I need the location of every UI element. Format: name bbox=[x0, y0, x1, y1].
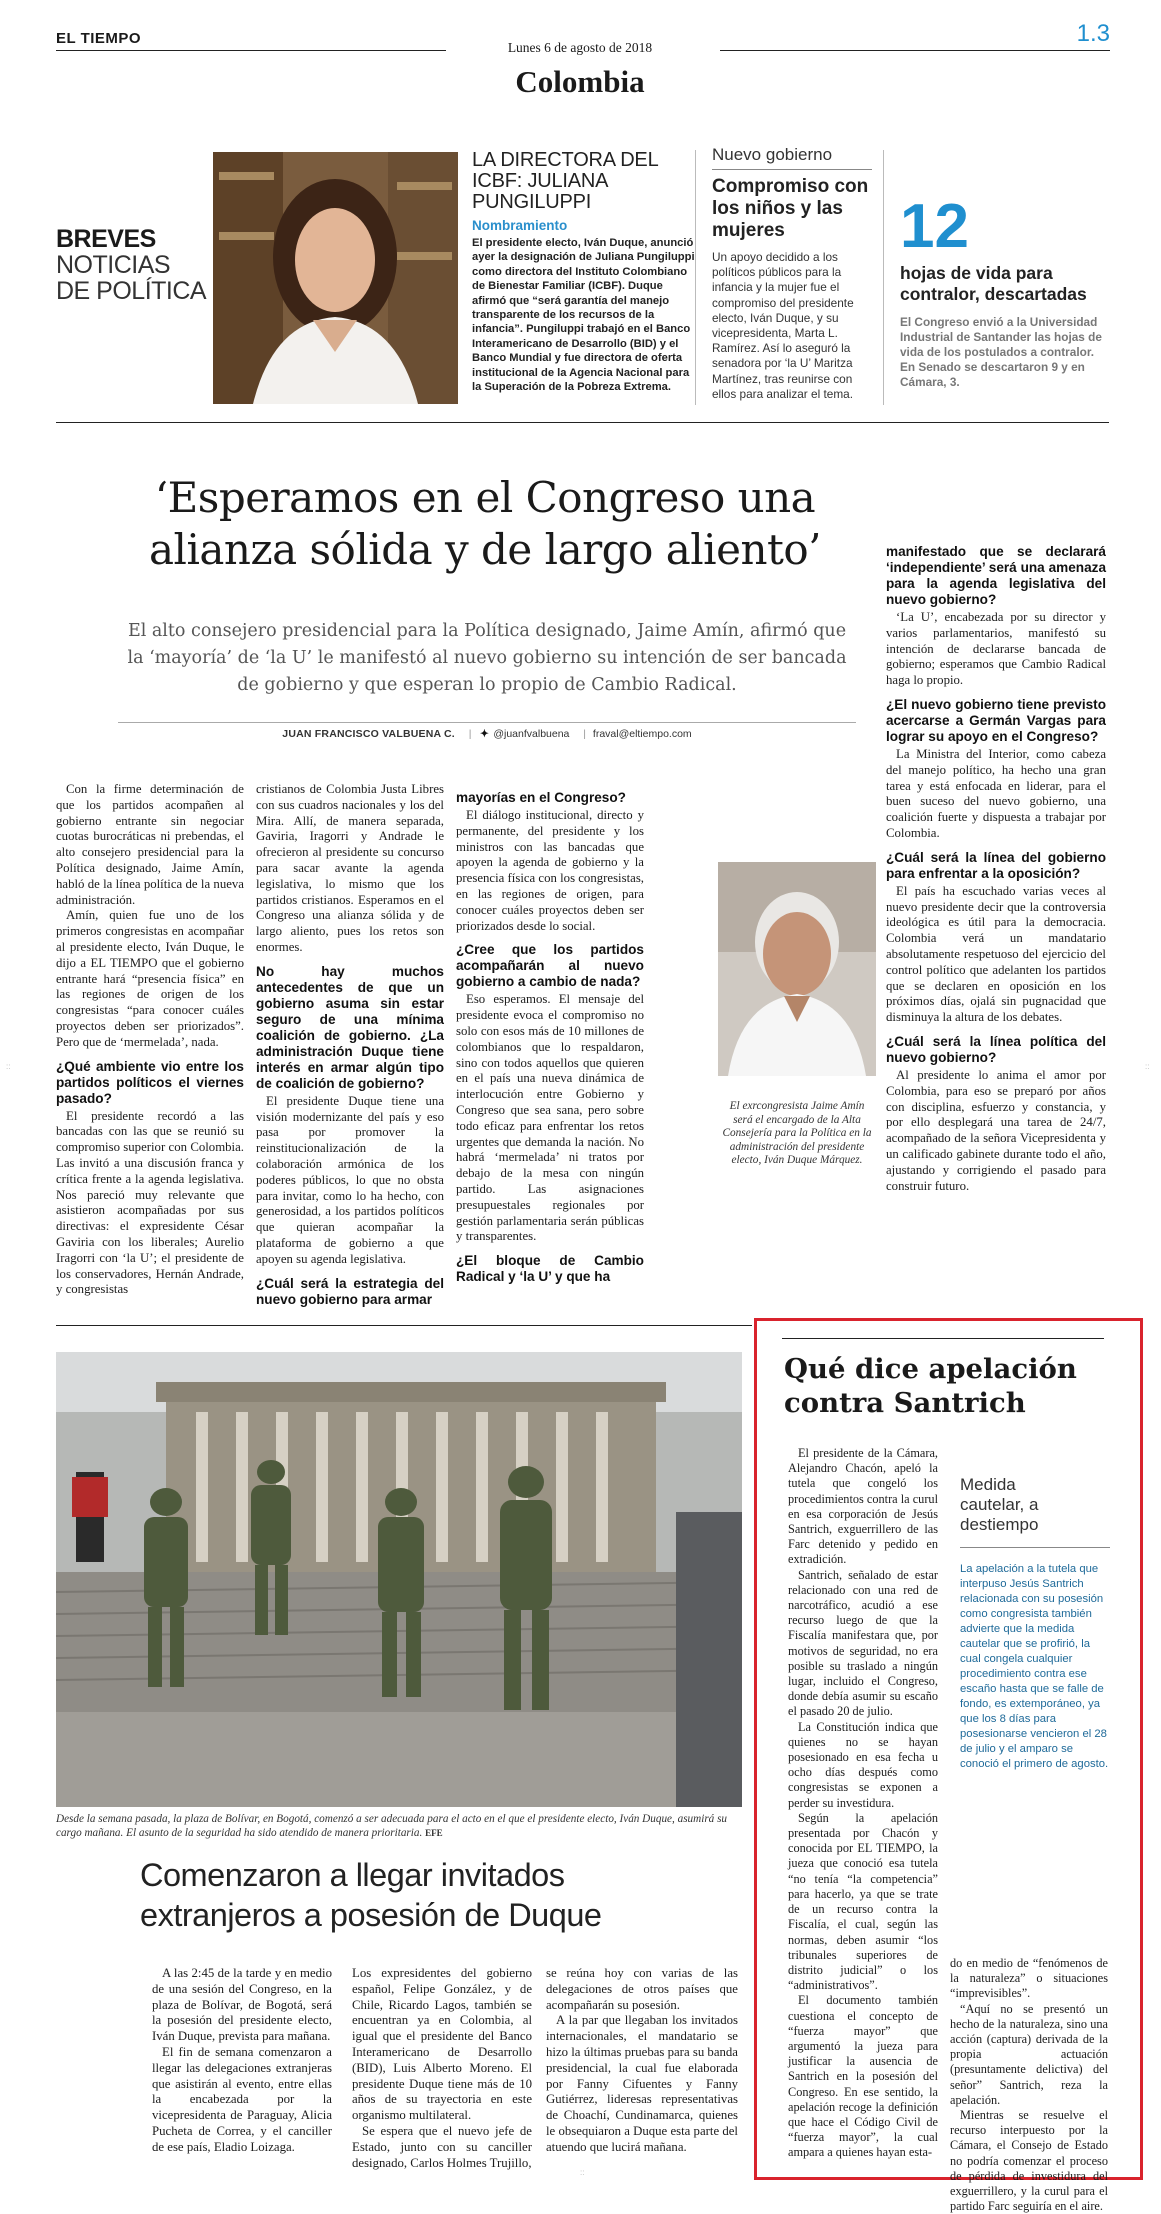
question-heading: manifestado que se declarará ‘independiente’ será una amenaza para la agenda legislativa del nuevo gobierno? bbox=[886, 544, 1106, 607]
breve-nuevo-gobierno-kicker: Nuevo gobierno bbox=[712, 145, 833, 164]
body-paragraph: El presidente de la Cámara, Alejandro Chacón, apeló la tutela que congeló los procedimientos contra la curul en esa corporación de Jesús Santrich, exguerrillero de las Farc detenido y pedido en extradición. bbox=[788, 1446, 938, 1567]
pungiluppi-photo bbox=[213, 152, 458, 404]
guests-col-2 bbox=[352, 1966, 532, 2170]
section-title: Colombia bbox=[515, 64, 645, 99]
body-paragraph: Mientras se resuelve el recurso interpuesto por la Cámara, el Consejo de Estado no podría comenzar el proceso de pérdida de investidura del exguerrillero, y la curul para el partido Farc seguiría en el aire. bbox=[950, 2108, 1108, 2214]
body-paragraph: do en medio de “fenómenos de la naturaleza” o situaciones “imprevisibles”. bbox=[950, 1956, 1108, 2001]
plaza-bolivar-photo bbox=[56, 1352, 742, 1807]
santrich-col-2 bbox=[950, 1956, 1108, 2214]
byline bbox=[118, 728, 856, 740]
body-paragraph: Con la firme determinación de que los partidos acompañen al gobierno entrante sin negociar cuotas burocráticas ni prebendas, el alto consejero presidencial para la Política designado, Jaime Amín, habló de la línea política de la nueva administración. bbox=[56, 782, 244, 907]
body-paragraph: El fin de semana comenzaron a llegar las delegaciones extranjeras que asistirán al evento, entre ellas la encabezada por la vicepresidenta de Paraguay, Alicia Pucheta de Correa, y el canciller de ese país, Eladio Loizaga. bbox=[152, 2044, 332, 2154]
body-paragraph: Según la apelación presentada por Chacón y conocida por EL TIEMPO, la jueza que conoció esa tutela “no tenía “la competencia” para hacerlo, ya que se trate de un recurso contra la Fiscalía, el cual, según las normas, deben asumir “los tribunales superiores de distrito judicial” o los “administrativos”. bbox=[788, 1810, 938, 1993]
breve-contralor-number: 12 bbox=[900, 192, 969, 261]
body-paragraph: El documento también cuestiona el concepto de “fuerza mayor” que argumentó la jueza para justificar la ausencia de Santrich en la posesión del Congreso. En ese sentido, la apelación recoge la definición que hace el Código Civil de “fuerza mayor”, la cual ampara a quienes hayan esta- bbox=[788, 1993, 938, 2160]
body-paragraph: La Constitución indica que quienes no se hayan posesionado en esa fecha u ocho días después como congresistas se exponen a perder su investidura. bbox=[788, 1719, 938, 1810]
main-headline bbox=[100, 472, 870, 576]
body-paragraph: Amín, quien fue uno de los primeros congresistas en acompañar al presidente electo, Iván Duque, le dijo a EL TIEMPO que el gobierno entrante hará “presencia física” en las regiones de origen de los congresistas “para conocer cuáles proyectos deben ser priorizados”. Pero que de ‘mermelada’, nada. bbox=[56, 908, 244, 1049]
body-paragraph: La Ministra del Interior, como cabeza del manejo político, ha hecho una gran tarea y está enfocada en liderar, para el buen suceso del nuevo gobierno, una coalición fuerte y dispuesta a trabajar por Colombia. bbox=[886, 746, 1106, 840]
main-col-2 bbox=[256, 782, 444, 1307]
body-paragraph: A las 2:45 de la tarde y en medio de una sesión del Congreso, en la plaza de Bolívar, de Bogotá, será la posesión del presidente electo, Iván Duque, prevista para mañana. bbox=[152, 1966, 332, 2044]
byline-author: JUAN FRANCISCO VALBUENA C. bbox=[282, 728, 455, 740]
guests-headline bbox=[140, 1855, 740, 1935]
question-heading: ¿Qué ambiente vio entre los partidos políticos el viernes pasado? bbox=[56, 1058, 244, 1106]
paper-name: EL TIEMPO bbox=[56, 30, 142, 47]
main-col-5 bbox=[886, 536, 1106, 1304]
body-paragraph: El presidente recordó a las bancadas con las que se reunió su compromiso superior con Colombia. Las invitó a una discusión franca y crítica frente a la agenda legislativa. Nos pareció muy relevante que asistieron acompañadas por sus directivas: el expresidente César Gaviria con los liberales; Aurelio Iragorri con ‘la U’; el presidente de los conservadores, Hernán Andrade, y congresistas bbox=[56, 1108, 244, 1297]
main-headline-line-1: ‘Esperamos en el Congreso una bbox=[154, 473, 816, 522]
body-paragraph: cristianos de Colombia Justa Libres con sus cuadros nacionales y los del Mira. Allí, de manera separada, Gaviria, Iragorri y Andrade le ofrecieron al presidente su concurso para sacar avante la agenda legislativa, lo mismo que los partidos cristianos. Esperamos en el Congreso una alianza sólida y de largo aliento, pues los retos son enormes. bbox=[256, 782, 444, 954]
santrich-headline-line-1: Qué dice apelación bbox=[784, 1353, 1077, 1385]
guests-col-3 bbox=[546, 1966, 738, 2166]
byline-rule bbox=[118, 722, 856, 723]
body-paragraph: Eso esperamos. El mensaje del presidente evoca el compromiso no solo con esos más de 10 millones de colombianos que lo respaldaron, sino con todos aquellos que quieren en el país una nueva dinámica de interlocución entre Gobierno y Congreso que sea sana, pero sobre todo eficaz para enfrentar los retos urgentes que demanda la nación. No habrá ‘mermelada’ ni tratos por debajo de la mesa con ningún partido. Las asignaciones presupuestales regionales por gestión parlamentaria serán públicas y transparentes. bbox=[456, 992, 644, 1244]
page-number: 1.3 bbox=[1076, 20, 1110, 47]
amin-photo-caption: El exrcongresista Jaime Amín será el encargado de la Alta Consejería para la Política en la administración del presidente electo, Iván Duque Márquez. bbox=[722, 1100, 872, 1167]
santrich-headline-line-2: contra Santrich bbox=[784, 1387, 1026, 1419]
santrich-top-rule bbox=[782, 1338, 1104, 1339]
plaza-photo-caption-text: Desde la semana pasada, la plaza de Bolívar, en Bogotá, comenzó a ser adecuada para el acto en el que el presidente electo, Iván Duque, asumirá su cargo mañana. El asunto de la seguridad ha sido atendido de manera prioritaria. bbox=[56, 1813, 728, 1839]
breve-contralor-text: El Congreso envió a la Universidad Industrial de Santander las hojas de vida de los postulados a contralor. En Senado se descartaron 9 y en Cámara, 3. bbox=[900, 315, 1102, 389]
breves-divider-2 bbox=[883, 150, 884, 405]
byline-separator-2: | bbox=[583, 728, 586, 740]
masthead-rule-right bbox=[720, 50, 1110, 51]
breve-contralor-title: hojas de vida para contralor, descartadas bbox=[900, 263, 1087, 304]
breves-label-light-1: NOTICIAS bbox=[56, 251, 171, 279]
guests-col-1 bbox=[152, 1966, 332, 2166]
body-paragraph: “Aquí no se presentó un hecho de la naturaleza, sino una acción (captura) derivada de la propia actuación (presuntamente delictiva) del señor” Santrich, reza la apelación. bbox=[950, 2001, 1108, 2107]
bottom-gutter-mark: :: bbox=[580, 2168, 585, 2177]
body-paragraph: A la par que llegaban los invitados internacionales, el mandatario se hizo la últimas pruebas para su banda presidencial, la cual fue elaborada por Fanny Cifuentes y Fanny Gutiérrez, lideresas representativas de Choachí, Cundinamarca, quienes le obsequiaron a Duque esta parte del atuendo que lucirá mañana. bbox=[546, 2013, 738, 2154]
plaza-photo-caption bbox=[56, 1813, 742, 1840]
santrich-sidebar bbox=[960, 1475, 1110, 1772]
question-heading: mayorías en el Congreso? bbox=[456, 790, 626, 805]
body-paragraph: Al presidente lo anima el amor por Colombia, para eso se preparó por años con disciplina, esfuerzo y constancia, y por ello desplegará una tarea de 24/7, acompañado de la señora Vicepresidenta y un calificado gabinete durante todo el año, ajustando y corrigiendo el pasado para construir futuro. bbox=[886, 1067, 1106, 1193]
breve-nuevo-gobierno-rule bbox=[712, 169, 872, 170]
breve-icbf-text: El presidente electo, Iván Duque, anunció ayer la designación de Juliana Pungiluppi como directora del Instituto Colombiano de Bienestar Familiar (ICBF). Duque afirmó que “será garantía del manejo transparente de los recursos de la infancia”. Pungiluppi trabajó en el Banco Interamericano de Desarrollo (BID) y el Banco Mundial y fue directora de oferta institucional de la Agencia Nacional para la Superación de la Pobreza Extrema. bbox=[472, 237, 695, 394]
breve-icbf bbox=[472, 150, 700, 394]
body-paragraph: El presidente Duque tiene una visión modernizante del país y eso pasa por promover la reinstitucionalización de la colaboración armónica de los poderes públicos, lo que no obsta para invitar, como lo ha hecho, con generosidad, a los partidos políticos que quieran acompañar la plataforma de gobierno a que apoyen su agenda legislativa. bbox=[256, 1093, 444, 1266]
question-heading: ¿Cuál será la línea del gobierno para enfrentar a la oposición? bbox=[886, 849, 1106, 881]
masthead-rule-left bbox=[56, 50, 446, 51]
body-paragraph: Se espera que el nuevo jefe de Estado, junto con su canciller designado, Carlos Holmes Trujillo, bbox=[352, 2123, 532, 2170]
main-col-1 bbox=[56, 782, 244, 1302]
soldiers-plaza-illustration bbox=[56, 1352, 742, 1807]
question-heading: ¿El nuevo gobierno tiene previsto acercarse a Germán Vargas para lograr su apoyo en el Congreso? bbox=[886, 696, 1106, 744]
byline-separator-1: | bbox=[468, 728, 472, 740]
breve-nuevo-gobierno-title: Compromiso con los niños y las mujeres bbox=[712, 176, 869, 241]
main-deck: El alto consejero presidencial para la Política designado, Jaime Amín, afirmó que la ‘mayoría’ de ‘la U’ le manifestó al nuevo gobierno su intención de ser bancada de gobierno y que esperan lo propio de Cambio Radical. bbox=[127, 621, 847, 695]
gutter-mark-left: :: bbox=[6, 1062, 11, 1071]
breve-nuevo-gobierno-text: Un apoyo decidido a los políticos públicos para la infancia y la mujer fue el compromiso del presidente electo, Iván Duque, y su vicepresidenta, Marta L. Ramírez. Así lo aseguró la senadora por ‘la U’ Maritza Martínez, tras reunirse con ellos para analizar el tema. bbox=[712, 250, 854, 401]
body-paragraph: El diálogo institucional, directo y permanente, del presidente y los ministros con las bancadas que apoyen la agenda de gobierno y la presencia física con los congresistas, en las regiones de origen, para conocer cuáles proyectos deben ser priorizados desde lo social. bbox=[456, 808, 644, 933]
question-heading: ¿Cuál será la línea política del nuevo gobierno? bbox=[886, 1033, 1106, 1065]
santrich-sidebar-title: Medida cautelar, a destiempo bbox=[960, 1475, 1039, 1534]
santrich-sidebar-rule bbox=[960, 1547, 1110, 1548]
plaza-photo-credit: EFE bbox=[425, 1827, 443, 1838]
guests-headline-line-2: extranjeros a posesión de Duque bbox=[140, 1897, 602, 1933]
breves-label-bold: BREVES bbox=[56, 225, 156, 253]
santrich-headline bbox=[784, 1352, 1114, 1420]
santrich-sidebar-text: La apelación a la tutela que interpuso Jesús Santrich relacionada con su posesión como congresista también advierte que la medida cautelar que se profirió, la cual congela cualquier procedimiento contra ese escaño hasta que se falle de fondo, es extemporáneo, ya que los 8 días para posesionarse vencieron el 28 de julio y el amparo se conoció el primero de agosto. bbox=[960, 1563, 1109, 1770]
guests-headline-line-1: Comenzaron a llegar invitados bbox=[140, 1857, 565, 1893]
main-bottom-rule bbox=[56, 1325, 752, 1326]
breves-divider-1 bbox=[695, 150, 696, 405]
santrich-col-1 bbox=[788, 1446, 938, 2162]
body-paragraph: ‘La U’, encabezada por su director y varios parlamentarios, manifestó su intención de declararse bancada de gobierno; esperamos que Cambio Radical haga lo propio. bbox=[886, 610, 1106, 688]
portrait-illustration bbox=[718, 862, 876, 1076]
byline-twitter: @juanfvalbuena bbox=[493, 728, 570, 740]
main-headline-line-2: alianza sólida y de largo aliento’ bbox=[148, 525, 822, 574]
gutter-mark-right: :: bbox=[1145, 1062, 1150, 1071]
page-date: Lunes 6 de agosto de 2018 bbox=[507, 40, 653, 55]
breves-label-light-2: DE POLÍTICA bbox=[56, 277, 207, 305]
breve-icbf-title: LA DIRECTORA DEL ICBF: JULIANA PUNGILUPPI bbox=[472, 149, 658, 213]
question-heading: No hay muchos antecedentes de que un gobierno asuma sin estar seguro de una mínima coalición de gobierno. ¿La administración Duque tiene interés en armar algún tipo de coalición de gobierno? bbox=[256, 963, 444, 1091]
body-paragraph: El país ha escuchado varias veces al nuevo presidente decir que la controversia ideológica es útil para la democracia. Colombia verá un mandatario absolutamente respetuoso del ejercicio del control político que adelanten los partidos que se declaren en oposición en los próximos días, ojalá sin pugnacidad que disminuya la altura de los debates. bbox=[886, 883, 1106, 1025]
breves-label bbox=[56, 226, 206, 304]
body-paragraph: Santrich, señalado de estar relacionado con una red de narcotráfico, acudió a ese recurso luego de que la Fiscalía manifestara que, por motivos de seguridad, no era posible su traslado a ningún lugar, incluido el Congreso, donde debía asumir su escaño el pasado 20 de julio. bbox=[788, 1567, 938, 1719]
breve-icbf-kicker: Nombramiento bbox=[472, 218, 568, 233]
breve-nuevo-gobierno bbox=[712, 145, 872, 402]
main-col-3 bbox=[456, 782, 644, 1302]
byline-email: fraval@eltiempo.com bbox=[592, 728, 692, 740]
portrait-illustration bbox=[213, 152, 458, 404]
amin-photo bbox=[718, 862, 876, 1076]
body-paragraph: Los expresidentes del gobierno español, Felipe González, y de Chile, Ricardo Lagos, también se encuentran ya en Colombia, al igual que el presidente del Banco Interamericano de Desarrollo (BID), Luis Alberto Moreno. El presidente Duque tiene más de 10 años de su trayectoria en este organismo multilateral. bbox=[352, 1966, 532, 2123]
question-heading: ¿Cuál será la estrategia del nuevo gobierno para armar bbox=[256, 1275, 444, 1307]
breve-contralor bbox=[900, 192, 1105, 390]
question-heading: ¿Cree que los partidos acompañarán al nuevo gobierno a cambio de nada? bbox=[456, 942, 644, 990]
question-heading: ¿El bloque de Cambio Radical y ‘la U’ y que ha bbox=[456, 1253, 644, 1285]
breves-bottom-rule bbox=[56, 422, 1109, 423]
body-paragraph: se reúna hoy con varias de las delegaciones de otros países que acompañarán su posesión. bbox=[546, 1966, 738, 2012]
twitter-icon: ✦ bbox=[480, 728, 489, 740]
